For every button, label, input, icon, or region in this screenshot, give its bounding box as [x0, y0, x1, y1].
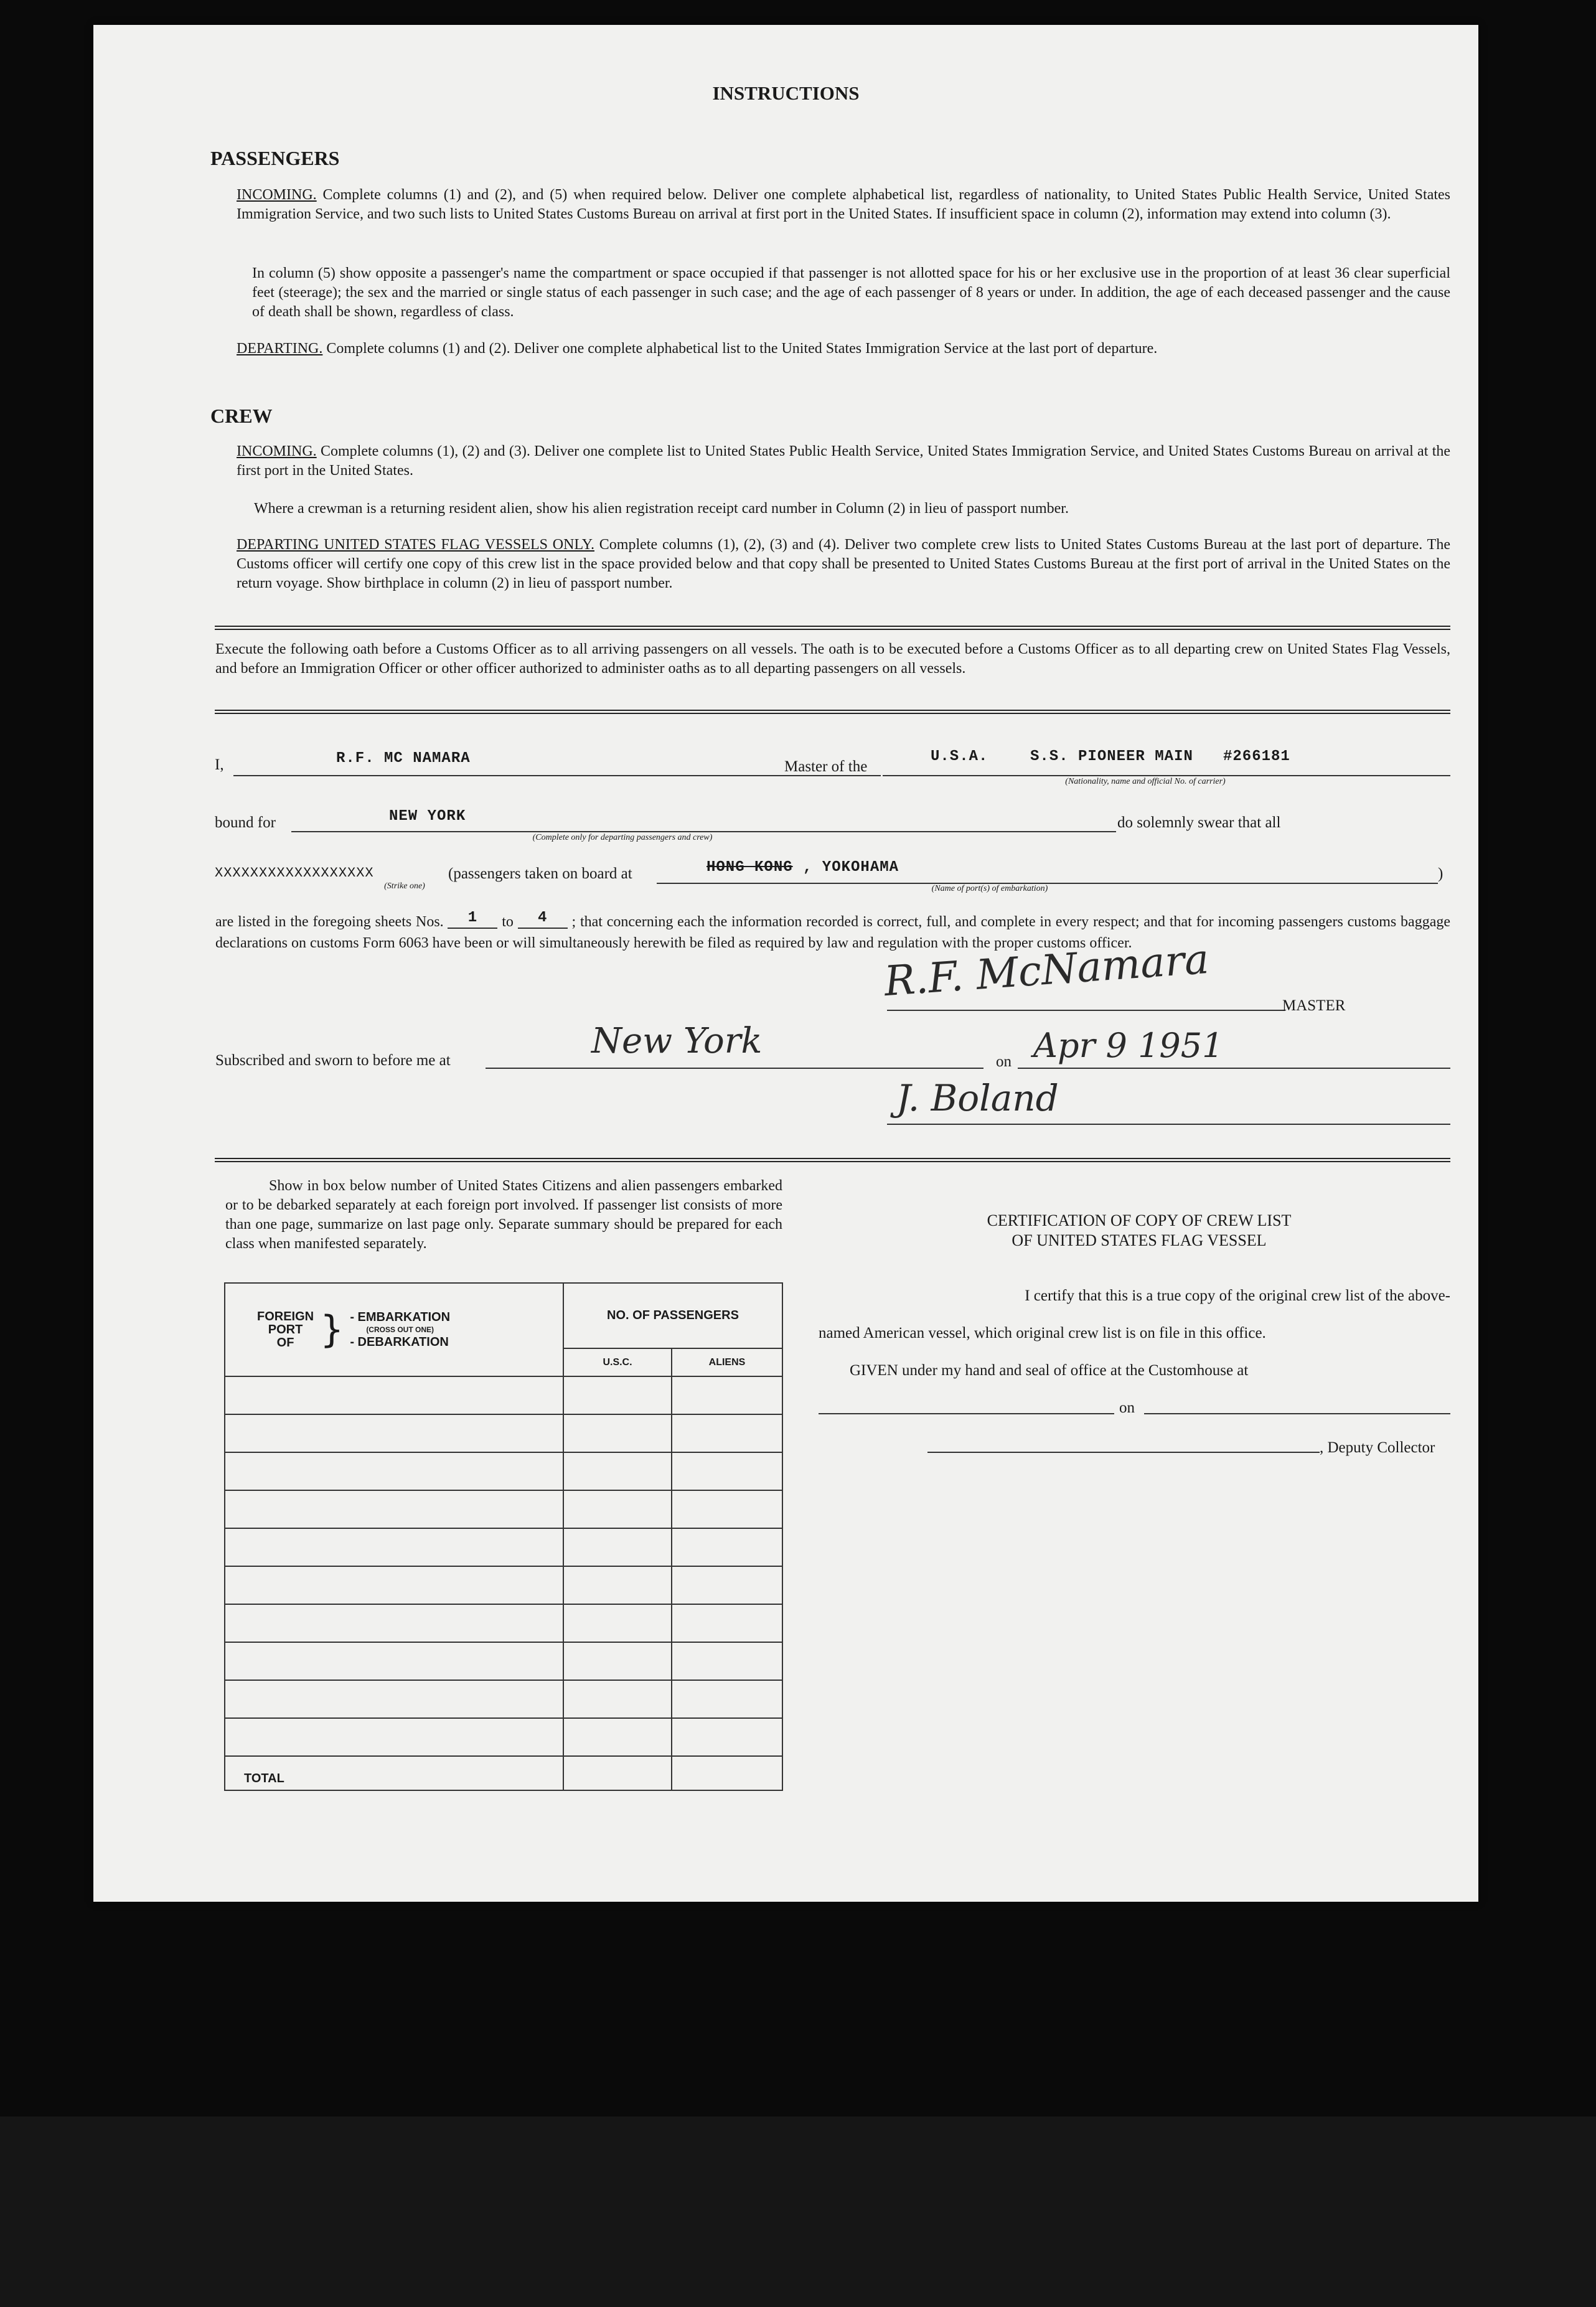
- sheet-from: 1: [448, 908, 497, 929]
- sheet-to: 4: [518, 908, 568, 929]
- foreign-port-label: [257, 1310, 314, 1350]
- port-cell: [225, 1718, 563, 1756]
- section-divider: [215, 626, 1450, 630]
- subscribed-place-line: [486, 1068, 983, 1069]
- master-name-line: [233, 775, 881, 776]
- oath-intro-paragraph: Execute the following oath before a Customs Officer as to all arriving passengers on all vessels. The oath is to be executed before a Customs Officer as to all departing crew on United States Flag Vessels, and before an Immigration Officer or other officer authorized to administer oaths as to all departing passengers on all vessels.: [215, 641, 1450, 677]
- aliens-cell: [672, 1642, 782, 1680]
- scan-background: [0, 2117, 1596, 2307]
- officer-signature: J. Boland: [896, 1077, 1059, 1119]
- foreign-port-header: [225, 1283, 563, 1376]
- passengers-incoming-label: INCOMING.: [237, 187, 317, 203]
- port-cell: [225, 1490, 563, 1528]
- no-passengers-header: NO. OF PASSENGERS: [563, 1283, 782, 1348]
- port-struck: HONG KONG: [706, 859, 793, 876]
- table-row: [225, 1718, 782, 1756]
- aliens-cell: [672, 1718, 782, 1756]
- customhouse-line: [819, 1413, 1114, 1414]
- aliens-cell: [672, 1452, 782, 1490]
- page-title: INSTRUCTIONS: [712, 82, 860, 104]
- listed-rest: ; that concerning each the information recorded is correct, full, and complete in every respect; and that for incoming passengers customs baggage declarations on customs Form 6063 have been or will simultaneously herewith be filed as required by law and regulation with the proper customs officer.: [215, 914, 1451, 951]
- port-caption: (Name of port(s) of embarkation): [931, 884, 1048, 893]
- document-page: [93, 25, 1478, 1902]
- crew-departing-label: DEPARTING UNITED STATES FLAG VESSELS ONLY.: [237, 537, 594, 553]
- passengers-departing-text: Complete columns (1) and (2). Deliver one complete alphabetical list to the United States Immigration Service at the last port of departure.: [326, 341, 1158, 357]
- passengers-incoming-text: Complete columns (1) and (2), and (5) when required below. Deliver one complete alphabetical list, regardless of nationality, to United States Public Health Service, United States Immigration Service, and two such lists to United States Customs Bureau on arrival at first port in the United States. If insufficient space in column (2), information may extend into column (3).: [237, 187, 1450, 222]
- port-cell: [225, 1566, 563, 1604]
- aliens-cell: [672, 1604, 782, 1642]
- aliens-cell: [672, 1680, 782, 1718]
- crew-departing-text: Complete columns (1), (2), (3) and (4). Deliver two complete crew lists to United States Customs Bureau at the last port of departure. The Customs officer will certify one copy of this crew list in the space provided below and that copy shall be presented to United States Customs Bureau at the first port of arrival in the United States on the return voyage. Show birthplace in column (2) in lieu of passport number.: [237, 537, 1450, 591]
- crew-incoming-paragraph: [237, 442, 1450, 481]
- bound-for-caption: (Complete only for departing passengers and crew): [532, 833, 713, 842]
- aliens-cell: [672, 1376, 782, 1414]
- total-aliens-cell: [672, 1756, 782, 1790]
- master-of-label: Master of the: [784, 758, 868, 775]
- certification-text-1: I certify that this is a true copy of the original crew list of the above-: [1025, 1287, 1450, 1304]
- total-row: [225, 1756, 782, 1790]
- aliens-cell: [672, 1414, 782, 1452]
- master-signature: R.F. McNamara: [882, 934, 1211, 1006]
- port-cell: [225, 1414, 563, 1452]
- table-row: [225, 1414, 782, 1452]
- passengers-column5-paragraph: In column (5) show opposite a passenger's name the compartment or space occupied if that passenger is not allotted space for his or her exclusive use in the proportion of at least 36 clear superficial feet (steerage); the sex and the married or single status of each passenger in such case; and the age of each passenger of 8 years or under. In addition, the age of each deceased passenger and the cause of death shall be shown, regardless of class.: [252, 265, 1450, 320]
- bound-for-label: bound for: [215, 814, 276, 831]
- total-usc-cell: [563, 1756, 672, 1790]
- usc-header: U.S.C.: [563, 1348, 672, 1376]
- aliens-cell: [672, 1528, 782, 1566]
- table-row: [225, 1680, 782, 1718]
- port-cell: [225, 1528, 563, 1566]
- passengers-departing-paragraph: [237, 339, 1450, 359]
- crew-incoming-label: INCOMING.: [237, 443, 317, 459]
- subscribed-date: Apr 9 1951: [1033, 1026, 1224, 1065]
- swear-label: do solemnly swear that all: [1117, 814, 1281, 831]
- usc-cell: [563, 1718, 672, 1756]
- crew-heading: CREW: [210, 405, 273, 427]
- usc-cell: [563, 1452, 672, 1490]
- table-row: [225, 1452, 782, 1490]
- usc-cell: [563, 1528, 672, 1566]
- usc-cell: [563, 1680, 672, 1718]
- embarkation-label: - EMBARKATION: [350, 1310, 451, 1324]
- vessel-nationality: U.S.A.: [931, 748, 988, 765]
- officer-signature-line: [887, 1124, 1450, 1125]
- foreign-port-word-2: PORT: [268, 1322, 303, 1337]
- aliens-header: ALIENS: [672, 1348, 782, 1376]
- ports-table: [224, 1282, 783, 1785]
- port-cell: [225, 1680, 563, 1718]
- on-label: on: [996, 1053, 1012, 1070]
- passengers-incoming-paragraph: [237, 186, 1450, 224]
- subscribed-label: Subscribed and sworn to before me at: [215, 1052, 451, 1069]
- crew-incoming-text: Complete columns (1), (2) and (3). Deliver one complete list to United States Public Health Service, United States Immigration Service, and United States Customs Bureau on arrival at the first port in the United States.: [237, 443, 1451, 479]
- summary-note: Show in box below number of United States Citizens and alien passengers embarked or to be debarked separately at each foreign port involved. If passenger list consists of more than one page, summarize on last page only. Separate summary should be prepared for each class when manifested separately.: [225, 1178, 782, 1252]
- table-row: [225, 1566, 782, 1604]
- passengers-heading: PASSENGERS: [210, 147, 340, 169]
- listed-label: are listed in the foregoing sheets Nos.: [215, 914, 444, 930]
- port-cell: [225, 1376, 563, 1414]
- subscribed-place: New York: [591, 1021, 763, 1061]
- crew-departing-paragraph: [237, 535, 1450, 593]
- strike-caption: (Strike one): [384, 881, 425, 891]
- certification-date-line: [1144, 1413, 1450, 1414]
- oath-divider: [215, 710, 1450, 714]
- brace-icon: }: [320, 1308, 344, 1351]
- vessel-line: [883, 775, 1450, 776]
- master-name: R.F. MC NAMARA: [336, 750, 471, 767]
- vessel-name: S.S. PIONEER MAIN: [1030, 748, 1193, 765]
- port-cell: [225, 1604, 563, 1642]
- vessel-number: #266181: [1223, 748, 1290, 765]
- oath-i-label: I,: [215, 756, 224, 773]
- bottom-divider: [215, 1158, 1450, 1162]
- master-signature-line: [887, 1010, 1285, 1011]
- usc-cell: [563, 1414, 672, 1452]
- table-row: [225, 1642, 782, 1680]
- foreign-port-word-1: FOREIGN: [257, 1309, 314, 1323]
- deputy-collector-label: , Deputy Collector: [1320, 1439, 1435, 1456]
- usc-cell: [563, 1566, 672, 1604]
- certification-text-2: named American vessel, which original crew list is on file in this office.: [819, 1325, 1266, 1341]
- total-label: TOTAL: [225, 1756, 563, 1790]
- certification-heading-line1: CERTIFICATION OF COPY OF CREW LIST: [987, 1211, 1292, 1229]
- to-label: to: [502, 914, 514, 930]
- taken-on-board-label: (passengers taken on board at: [448, 865, 632, 882]
- usc-cell: [563, 1642, 672, 1680]
- master-label: MASTER: [1282, 997, 1346, 1014]
- listed-paragraph: [215, 909, 1451, 953]
- passengers-departing-label: DEPARTING.: [237, 341, 323, 357]
- table-row: [225, 1376, 782, 1414]
- vessel-caption: (Nationality, name and official No. of carrier): [1065, 777, 1226, 786]
- port-cell: [225, 1452, 563, 1490]
- certification-heading: [828, 1211, 1450, 1251]
- usc-cell: [563, 1604, 672, 1642]
- port-value: , YOKOHAMA: [803, 859, 899, 876]
- close-paren: ): [1438, 865, 1443, 882]
- deputy-collector-line: [927, 1452, 1320, 1453]
- table-row: [225, 1528, 782, 1566]
- bound-for-value: NEW YORK: [389, 808, 466, 825]
- usc-cell: [563, 1490, 672, 1528]
- debarkation-label: - DEBARKATION: [350, 1335, 449, 1349]
- port-cell: [225, 1642, 563, 1680]
- aliens-cell: [672, 1490, 782, 1528]
- foreign-port-word-3: OF: [276, 1335, 294, 1350]
- cross-out-label: (CROSS OUT ONE): [366, 1325, 434, 1334]
- certification-heading-line2: OF UNITED STATES FLAG VESSEL: [1012, 1231, 1267, 1249]
- certification-text-3: GIVEN under my hand and seal of office at the Customhouse at: [850, 1362, 1249, 1379]
- aliens-cell: [672, 1566, 782, 1604]
- table-row: [225, 1490, 782, 1528]
- strike-out-text: XXXXXXXXXXXXXXXXXX: [215, 865, 374, 881]
- bound-for-line: [291, 831, 1116, 832]
- crew-returning-paragraph: Where a crewman is a returning resident alien, show his alien registration receipt card number in Column (2) in lieu of passport number.: [254, 500, 1069, 517]
- table-row: [225, 1604, 782, 1642]
- usc-cell: [563, 1376, 672, 1414]
- certification-on-label: on: [1119, 1399, 1135, 1416]
- subscribed-date-line: [1018, 1068, 1450, 1069]
